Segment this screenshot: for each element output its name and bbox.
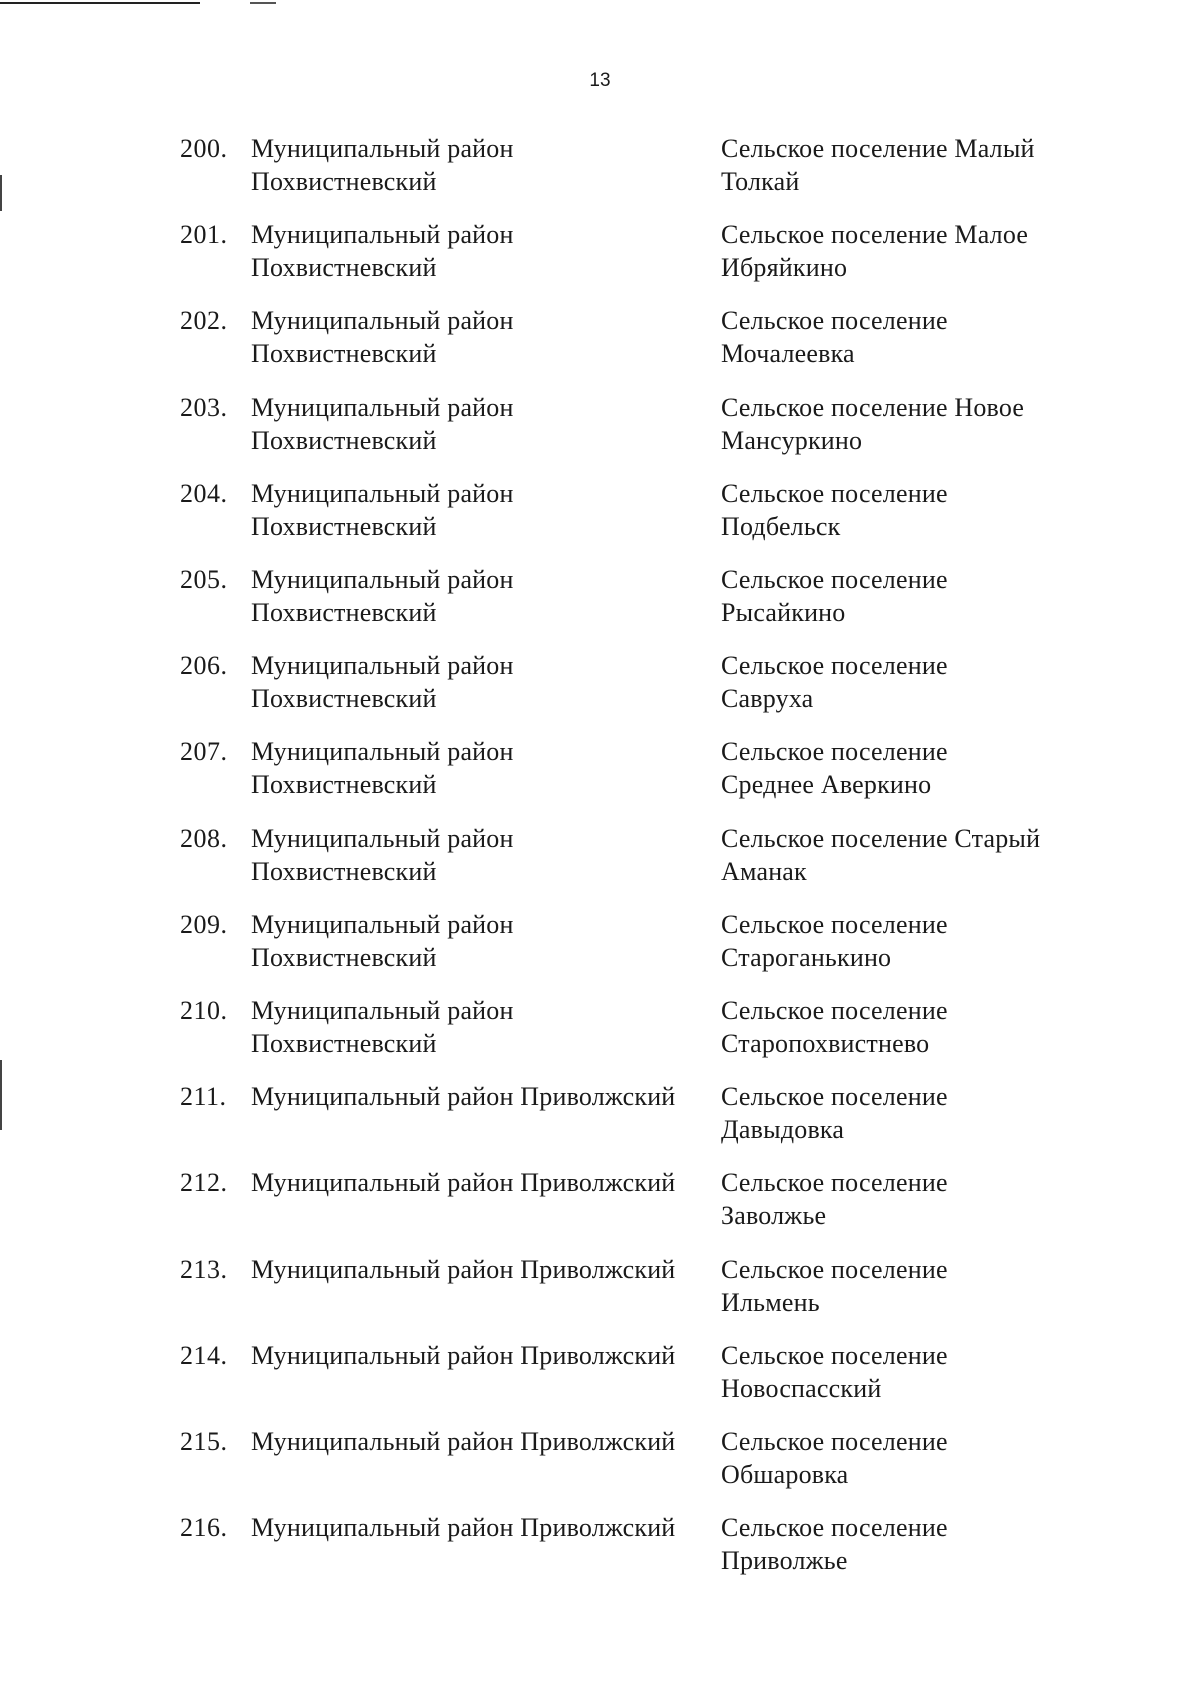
municipal-district <box>251 822 721 888</box>
item-number: 208. <box>180 823 228 853</box>
municipal-district <box>251 1511 721 1544</box>
item-number: 201. <box>180 220 228 250</box>
settlement-line: Новоспасский <box>721 1373 882 1403</box>
settlement-line: Аманак <box>721 856 807 886</box>
item-number: 200. <box>180 134 228 163</box>
district-line: Похвистневский <box>251 684 437 714</box>
settlement-line: Ильмень <box>721 1287 820 1317</box>
settlement-line: Сельское поселение <box>721 1254 948 1284</box>
rural-settlement <box>721 649 1091 715</box>
rural-settlement <box>721 1253 1091 1319</box>
item-number: 209. <box>180 909 228 939</box>
rural-settlement <box>721 994 1091 1060</box>
district-line: Муниципальный район <box>251 565 514 594</box>
district-line: Муниципальный район Приволжский <box>251 1082 676 1112</box>
scan-edge-mark <box>250 2 276 4</box>
municipal-district <box>251 908 721 974</box>
settlement-line: Подбельск <box>721 511 841 541</box>
settlement-line: Мансуркино <box>721 425 863 455</box>
settlement-line: Сельское поселение <box>721 909 948 939</box>
district-line: Муниципальный район Приволжский <box>251 1168 676 1198</box>
settlement-line: Среднее Аверкино <box>721 770 932 800</box>
district-line: Муниципальный район <box>251 220 514 250</box>
settlement-line: Сельское поселение <box>721 1340 948 1370</box>
district-line: Похвистневский <box>251 511 437 541</box>
item-number: 210. <box>180 996 228 1025</box>
settlement-line: Сельское поселение <box>721 737 948 767</box>
item-number: 207. <box>180 737 228 767</box>
district-line: Похвистневский <box>251 167 437 196</box>
district-line: Муниципальный район <box>251 737 514 767</box>
settlement-line: Рысайкино <box>721 598 846 627</box>
district-line: Муниципальный район <box>251 909 514 939</box>
rural-settlement <box>721 1080 1091 1146</box>
rural-settlement <box>721 908 1091 974</box>
settlement-line: Сельское поселение Малое <box>721 220 1029 250</box>
municipal-district <box>251 218 721 284</box>
settlement-line: Давыдовка <box>721 1115 845 1145</box>
item-number: 212. <box>180 1168 228 1198</box>
settlement-line: Обшаровка <box>721 1460 849 1489</box>
settlement-line: Мочалеевка <box>721 339 855 369</box>
item-number: 211. <box>180 1082 227 1112</box>
settlement-line: Сельское поселение <box>721 478 948 508</box>
district-line: Муниципальный район <box>251 306 514 336</box>
settlement-line: Сельское поселение <box>721 306 948 336</box>
district-line: Похвистневский <box>251 1029 437 1058</box>
municipal-district <box>251 304 721 370</box>
district-line: Похвистневский <box>251 942 437 972</box>
item-number: 204. <box>180 478 228 508</box>
rural-settlement <box>721 735 1091 801</box>
municipal-district <box>251 132 721 198</box>
rural-settlement <box>721 1166 1091 1232</box>
item-number: 206. <box>180 651 228 681</box>
settlement-line: Толкай <box>721 167 800 196</box>
municipal-district <box>251 1425 721 1458</box>
scan-edge-line <box>0 2 200 4</box>
municipal-district <box>251 477 721 543</box>
scan-margin-mark <box>0 1060 2 1130</box>
district-line: Муниципальный район <box>251 134 514 163</box>
settlement-line: Сельское поселение <box>721 1168 948 1198</box>
rural-settlement <box>721 218 1091 284</box>
municipal-district <box>251 1339 721 1372</box>
rural-settlement <box>721 477 1091 543</box>
municipal-district <box>251 735 721 801</box>
district-line: Муниципальный район <box>251 478 514 508</box>
municipal-district <box>251 1080 721 1113</box>
municipal-district <box>251 1166 721 1199</box>
municipal-district <box>251 391 721 457</box>
item-number: 215. <box>180 1427 228 1456</box>
scan-margin-mark <box>0 175 2 211</box>
rural-settlement <box>721 822 1091 888</box>
rural-settlement <box>721 132 1091 198</box>
page-number: 13 <box>589 70 611 91</box>
municipal-district <box>251 994 721 1060</box>
settlement-line: Сельское поселение Старый <box>721 823 1041 853</box>
settlement-line: Савруха <box>721 684 814 714</box>
item-number: 216. <box>180 1513 228 1543</box>
district-line: Похвистневский <box>251 598 437 627</box>
district-line: Муниципальный район Приволжский <box>251 1254 676 1284</box>
municipal-district <box>251 563 721 629</box>
settlement-line: Сельское поселение Новое <box>721 392 1025 422</box>
settlement-line: Сельское поселение <box>721 651 948 681</box>
item-number: 202. <box>180 306 228 336</box>
rural-settlement <box>721 563 1091 629</box>
settlement-line: Сельское поселение <box>721 1082 948 1112</box>
district-line: Похвистневский <box>251 339 437 369</box>
settlement-line: Заволжье <box>721 1201 827 1231</box>
district-line: Муниципальный район Приволжский <box>251 1513 676 1543</box>
district-line: Похвистневский <box>251 856 437 886</box>
district-line: Муниципальный район <box>251 823 514 853</box>
district-line: Муниципальный район <box>251 392 514 422</box>
item-number: 203. <box>180 392 228 422</box>
settlement-line: Сельское поселение <box>721 1513 948 1543</box>
district-line: Муниципальный район Приволжский <box>251 1340 676 1370</box>
item-number: 213. <box>180 1254 228 1284</box>
district-line: Похвистневский <box>251 425 437 455</box>
rural-settlement <box>721 1339 1091 1405</box>
settlement-line: Сельское поселение <box>721 1427 948 1456</box>
district-line: Похвистневский <box>251 770 437 800</box>
district-line: Муниципальный район <box>251 651 514 681</box>
item-number: 205. <box>180 565 228 594</box>
district-line: Муниципальный район Приволжский <box>251 1427 676 1456</box>
rural-settlement <box>721 1425 1091 1491</box>
rural-settlement <box>721 304 1091 370</box>
settlement-line: Старопохвистнево <box>721 1029 930 1058</box>
rural-settlement <box>721 1511 1091 1577</box>
settlement-line: Сельское поселение Малый <box>721 134 1035 163</box>
item-number: 214. <box>180 1340 228 1370</box>
settlement-line: Ибряйкино <box>721 253 848 283</box>
settlement-line: Сельское поселение <box>721 996 948 1025</box>
rural-settlement <box>721 391 1091 457</box>
municipal-district <box>251 1253 721 1286</box>
settlement-line: Сельское поселение <box>721 565 948 594</box>
settlement-line: Приволжье <box>721 1546 848 1576</box>
district-line: Похвистневский <box>251 253 437 283</box>
district-line: Муниципальный район <box>251 996 514 1025</box>
municipal-district <box>251 649 721 715</box>
settlement-line: Староганькино <box>721 942 892 972</box>
